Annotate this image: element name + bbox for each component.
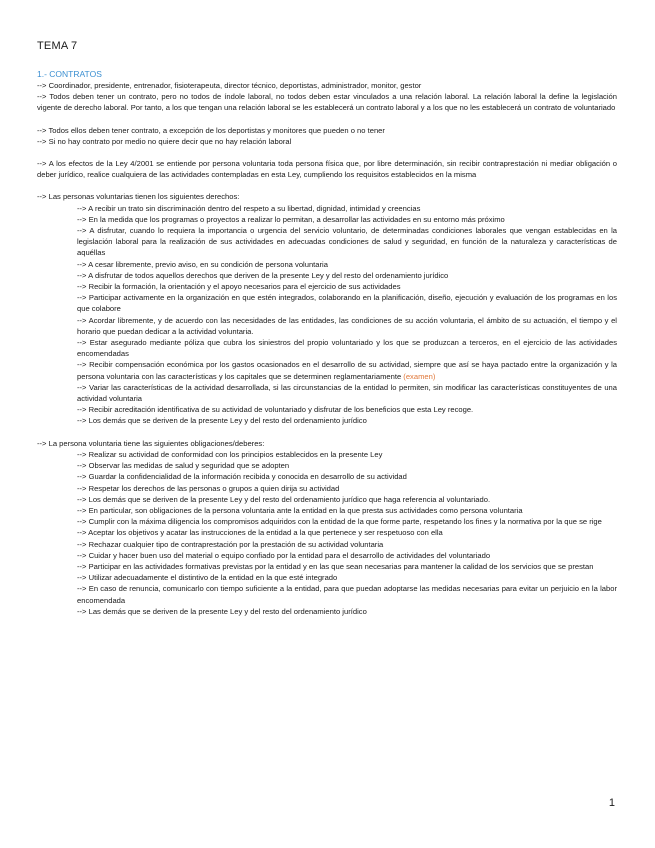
list-item: --> Los demás que se deriven de la presente Ley y del resto del ordenamiento jurídico: [77, 416, 367, 426]
list-item: --> En caso de renuncia, comunicarlo con tiempo suficiente a la entidad, para que puedan adoptarse las medidas necesarias para evitar un perjuicio en la labor encomendada: [77, 584, 617, 605]
list-item: --> En particular, son obligaciones de la persona voluntaria ante la entidad en la que presta sus actividades como persona voluntaria: [77, 505, 523, 515]
list-item-text: --> Recibir compensación económica por los gastos ocasionados en el desarrollo de su actividad, siempre que así se haya pactado entre la organización y la persona voluntaria con las características y los capitales que se determinen reglamentariamente: [77, 360, 617, 381]
list-item: --> Acordar libremente, y de acuerdo con las necesidades de las entidades, las condiciones de su acción voluntaria, el ámbito de su actuación, el tiempo y el horario que puedan dedicar a la actividad voluntaria.: [77, 315, 617, 336]
document-page: [37, 40, 617, 617]
list-item: --> Utilizar adecuadamente el distintivo de la entidad en la que esté integrado: [77, 573, 338, 583]
list-item: --> Aceptar los objetivos y acatar las instrucciones de la entidad a la que pertenece y ser respetuoso con ella: [77, 528, 443, 538]
list-item: --> Variar las características de la actividad desarrollada, si las circunstancias de la entidad lo permiten, sin modificar las características constituyentes de una actividad voluntaria: [77, 382, 617, 404]
paragraph: --> Si no hay contrato por medio no quiere decir que no hay relación laboral: [37, 136, 292, 146]
list-item: --> Recibir la formación, la orientación y el apoyo necesarios para el ejercicio de sus actividades: [77, 282, 401, 292]
list-item: --> A recibir un trato sin discriminación dentro del respeto a su libertad, dignidad, intimidad y creencias: [77, 203, 421, 213]
list-item: --> Respetar los derechos de las personas o grupos a quien dirija su actividad: [77, 483, 340, 493]
list-item: --> Las demás que se deriven de la presente Ley y del resto del ordenamiento jurídico: [77, 606, 367, 616]
duties-list: [37, 449, 617, 617]
list-item: --> Rechazar cualquier tipo de contraprestación por la prestación de su actividad voluntaria: [77, 539, 384, 549]
list-item: --> Los demás que se deriven de la presente Ley y del resto del ordenamiento jurídico que haga referencia al voluntariado.: [77, 494, 491, 504]
list-item: --> Cuidar y hacer buen uso del material o equipo confiado por la entidad para el desarrollo de actividades del voluntariado: [77, 550, 491, 560]
exam-tag: (examen): [403, 371, 436, 381]
list-item: --> Participar activamente en la organización en que estén integrados, colaborando en la planificación, diseño, ejecución y evaluación de los programas en los que colabore: [77, 293, 617, 314]
list-item: --> A disfrutar, cuando lo requiera la importancia o urgencia del servicio voluntario, de determinadas condiciones laborales que vengan establecidas en la legislación laboral para la realización de sus actividades en adecuadas condiciones de salud y seguridad, en función de la naturaleza y características de aquéllas: [77, 226, 617, 258]
page-number: 1: [608, 797, 615, 809]
list-item: --> Participar en las actividades formativas previstas por la entidad y en las que sean necesarias para mantener la calidad de los servicios que se prestan: [77, 561, 594, 571]
list-item: [77, 359, 617, 381]
list-item: --> Recibir acreditación identificativa de su actividad de voluntariado y disfrutar de los beneficios que esta Ley recoge.: [77, 405, 474, 415]
paragraph: --> A los efectos de la Ley 4/2001 se entiende por persona voluntaria toda persona física que, por libre determinación, sin recibir contraprestación ni mediar obligación o deber jurídico, realice cualquiera de las actividades contempladas en esta Ley, cumpliendo los requisitos establecidos en la misma: [37, 159, 617, 180]
list-item: --> Guardar la confidencialidad de la información recibida y conocida en desarrollo de su actividad: [77, 472, 407, 482]
list-item: --> En la medida que los programas o proyectos a realizar lo permitan, a desarrollar las actividades en su entorno más próximo: [77, 214, 505, 224]
paragraph: --> Todos deben tener un contrato, pero no todos de índole laboral, no todos deben estar vinculados a una relación laboral. La relación laboral la define la legislación vigente de derecho laboral. Por tanto, a los que tengan una relación laboral se les establecerá un contrato laboral y a los que no les establecerá un contrato de voluntariado: [37, 92, 617, 113]
page-title: TEMA 7: [37, 40, 78, 52]
list-item: --> Estar asegurado mediante póliza que cubra los siniestros del propio voluntariado y los que se produzcan a terceros, en el ejercicio de las actividades encomendadas: [77, 338, 617, 359]
paragraph: --> Coordinador, presidente, entrenador, fisioterapeuta, director técnico, deportistas, administrador, monitor, gestor: [37, 81, 422, 90]
duties-heading: --> La persona voluntaria tiene las siguientes obligaciones/deberes:: [37, 438, 265, 448]
list-item: --> A cesar libremente, previo aviso, en su condición de persona voluntaria: [77, 259, 328, 269]
list-item: --> Cumplir con la máxima diligencia los compromisos adquiridos con la entidad de la que forme parte, respetando los fines y la normativa por la que se rige: [77, 517, 602, 527]
list-item: --> A disfrutar de todos aquellos derechos que deriven de la presente Ley y del resto del ordenamiento jurídico: [77, 270, 449, 280]
rights-heading: --> Las personas voluntarias tienen los siguientes derechos:: [37, 192, 240, 202]
list-item: --> Observar las medidas de salud y seguridad que se adopten: [77, 461, 290, 471]
section-heading: 1.- CONTRATOS: [37, 69, 102, 79]
list-item: --> Realizar su actividad de conformidad con los principios establecidos en la presente Ley: [77, 449, 383, 459]
paragraph: --> Todos ellos deben tener contrato, a excepción de los deportistas y monitores que pueden o no tener: [37, 125, 385, 135]
rights-list: [37, 203, 617, 427]
